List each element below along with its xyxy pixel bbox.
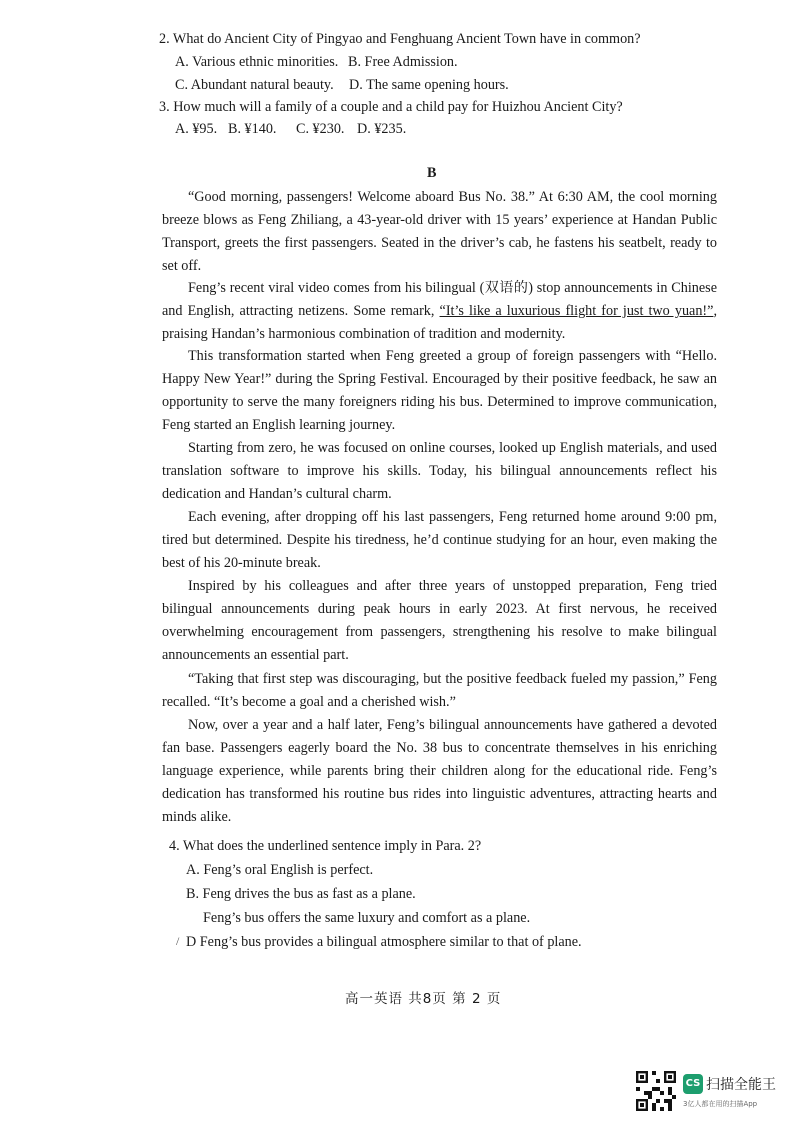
q3-option-c: C. ¥230.: [296, 121, 345, 137]
section-b-title: B: [427, 165, 437, 181]
paragraph-5-text: Each evening, after dropping off his last passengers, Feng returned home around 9:00 pm, tired but determined. Despite his tiredness, he’d continue studying for an hour, even making the best of his 20-minute break.: [162, 509, 717, 571]
paragraph-7: [162, 668, 717, 714]
q2-option-b: B. Free Admission.: [348, 54, 458, 70]
question-4: 4. What does the underlined sentence imply in Para. 2?: [169, 838, 482, 854]
paragraph-3: [162, 345, 717, 437]
paragraph-8: [162, 714, 717, 829]
paragraph-1: [162, 186, 717, 278]
q4-option-a: A. Feng’s oral English is perfect.: [186, 862, 374, 878]
q4-option-b: B. Feng drives the bus as fast as a plane.: [186, 886, 416, 902]
paragraph-5: [162, 506, 717, 575]
scanner-app-name: 扫描全能王: [706, 1077, 776, 1093]
camscanner-logo-icon: CS: [683, 1074, 703, 1094]
paragraph-2-text-before: Feng’s recent viral video comes from his bilingual (双语的) stop announcements in Chinese and English, attracting netizens. Some remark,: [162, 280, 717, 319]
paragraph-7-text: “Taking that first step was discouraging, but the positive feedback fueled my passion,” Feng recalled. “It’s become a goal and a cherished wish.”: [162, 671, 717, 710]
question-3: 3. How much will a family of a couple and a child pay for Huizhou Ancient City?: [159, 99, 623, 115]
paragraph-4: [162, 437, 717, 506]
underlined-sentence: “It’s like a luxurious flight for just two yuan!”: [439, 303, 714, 319]
q3-option-b: B. ¥140.: [228, 121, 277, 137]
q2-option-a: A. Various ethnic minorities.: [175, 54, 339, 70]
qr-code-icon: [636, 1071, 676, 1111]
paragraph-4-text: Starting from zero, he was focused on online courses, looked up English materials, and used translation software to improve his skills. Today, his bilingual announcements reflect his dedication and Handan’s cultural charm.: [162, 440, 717, 502]
q3-option-d: D. ¥235.: [357, 121, 407, 137]
q4-option-c: Feng’s bus offers the same luxury and comfort as a plane.: [203, 910, 531, 926]
paragraph-8-text: Now, over a year and a half later, Feng’s bilingual announcements have gathered a devoted fan base. Passengers eagerly board the No. 38 bus to concentrate themselves in his enriching language experience, while parents bring their children along for the educational ride. Feng’s dedication has transformed his routine bus rides into linguistic adventures, attracting hearts and minds alike.: [162, 717, 717, 825]
paragraph-2-text-after: , praising Handan’s harmonious combination of tradition and modernity.: [162, 303, 717, 342]
q2-option-d: D. The same opening hours.: [349, 77, 509, 93]
q2-option-c: C. Abundant natural beauty.: [175, 77, 334, 93]
paragraph-3-text: This transformation started when Feng greeted a group of foreign passengers with “Hello. Happy New Year!” during the Spring Festival. Encouraged by their positive feedback, he saw an opportunity to serve the many foreigners riding his bus. Determined to improve communication, Feng started an English learning journey.: [162, 348, 717, 433]
paragraph-6: [162, 575, 717, 667]
scanner-tagline: 3亿人都在用的扫描App: [683, 1100, 758, 1108]
q4-option-d: D Feng’s bus provides a bilingual atmosphere similar to that of plane.: [186, 934, 582, 950]
page-footer: 高一英语 共8页 第 2 页: [345, 991, 502, 1007]
pen-mark: /: [176, 934, 180, 948]
paragraph-1-text: “Good morning, passengers! Welcome aboard Bus No. 38.” At 6:30 AM, the cool morning breeze blows as Feng Zhiliang, a 43-year-old driver with 15 years’ experience at Handan Public Transport, greets the first passengers. Seated in the driver’s cab, he fastens his seatbelt, ready to set off.: [162, 189, 717, 274]
q3-option-a: A. ¥95.: [175, 121, 218, 137]
question-2: 2. What do Ancient City of Pingyao and Fenghuang Ancient Town have in common?: [159, 31, 641, 47]
paragraph-2: [162, 277, 717, 346]
paragraph-6-text: Inspired by his colleagues and after three years of unstopped preparation, Feng tried bilingual announcements during peak hours in early 2023. At first nervous, he received overwhelming encouragement from passengers, strengthening his resolve to make bilingual announcements an essential part.: [162, 578, 717, 663]
